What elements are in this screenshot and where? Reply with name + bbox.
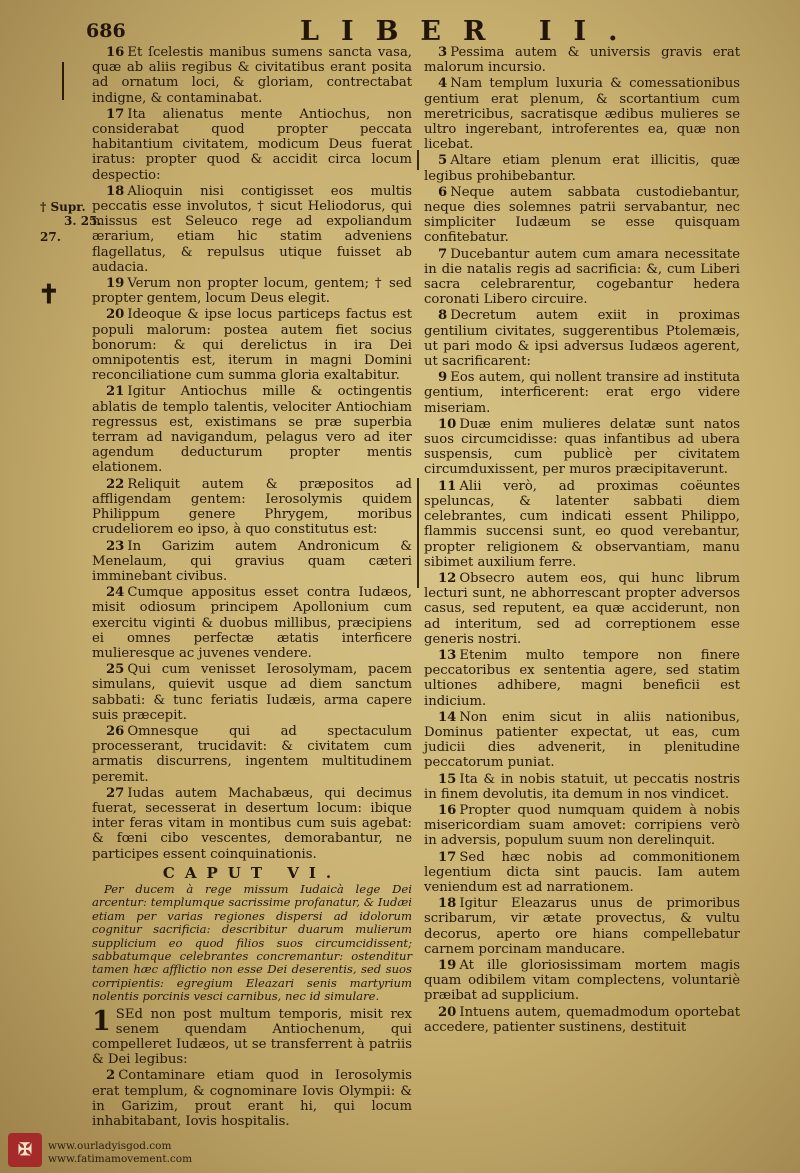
drop-cap-verse-number: 1 [92, 1005, 111, 1037]
verse-paragraph: 16 Et ſcelestis manibus sumens sancta vasa, quæ ab aliis regibus & civitatibus erant posita ad ornatum loci, & gloriam, contrectabat indigne, & contaminabat. [92, 45, 412, 106]
verse-paragraph: 1 SEd non post multum temporis, misit rex senem quendam Antiochenum, qui compelleret Iudæos, ut se transferrent à patriis & Dei legibus: [92, 1005, 412, 1068]
verse-paragraph: 14 Non enim sicut in aliis nationibus, Dominus patienter expectat, ut eas, cum judicii dies advenerit, in plenitudine peccatorum puniat. [424, 709, 740, 771]
verse-paragraph: 4 Nam templum luxuria & comessationibus gentium erat plenum, & scortantium cum meretricibus, sacratisque ædibus mulieres se ultro ingerebant, introferentes ea, quæ non licebat. [424, 76, 740, 153]
verse-paragraph: 3 Pessima autem & universis gravis erat malorum incursio. [424, 45, 740, 76]
verse-paragraph: 12 Obsecro autem eos, qui hunc librum lecturi sunt, ne abhorrescant propter adversos casus, sed reputent, ea quæ acciderunt, non ad interitum, sed ad correptionem esse generis nostri. [424, 570, 740, 647]
verse-paragraph: 22 Reliquit autem & præpositos ad affligendam gentem: Ierosolymis quidem Philippum genere Phrygem, moribus crudeliorem eo ipso, à quo constitutus est: [92, 476, 412, 538]
verse-paragraph [424, 1052, 740, 1067]
footer-link-fatimamovement[interactable]: www.fatimamovement.com [48, 1153, 193, 1165]
verse-paragraph: 25 Qui cum venisset Ierosolymam, pacem simulans, quievit usque ad diem sanctum sabbati: & tunc feriatis Iudæis, arma capere suis præcepit. [92, 662, 412, 723]
verse-paragraph: 15 Ita & in nobis statuit, ut peccatis nostris in finem devolutis, ita demum in nos vindicet. [424, 771, 740, 802]
verse-paragraph: 21 Igitur Antiochus mille & octingentis ablatis de templo talentis, velociter Antiochiam regressus est, existimans se præ superbia terram ad navigandum, pelagus vero ad iter agendum deducturum propter mentis elationem. [92, 384, 412, 476]
verse-paragraph [424, 1036, 740, 1051]
verse-paragraph: 2 Contaminare etiam quod in Ierosolymis erat templum, & cognominare Iovis Olympii: & in Garizim, prout erant hi, qui locum inhabitabant, Iovis hospitalis. [92, 1068, 412, 1130]
verse-paragraph: 19 Verum non propter locum, gentem; † sed propter gentem, locum Deus elegit. [92, 276, 412, 307]
verse-paragraph: 18 Alioquin nisi contigisset eos multis peccatis esse involutos, † sicut Heliodorus, qui missus est Seleuco rege ad expoliandum ærarium, etiam hic statim adveniens flagellatus, & repulsus utique fuisset ab audacia. [92, 183, 412, 275]
verse-paragraph: 9 Eos autem, qui nollent transire ad instituta gentium, interficerent: erat ergo videre miseriam. [424, 370, 740, 416]
verse-paragraph: 26 Omnesque qui ad spectaculum processerant, trucidavit: & civitatem cum armatis discurrens, ingentem multitudinem peremit. [92, 723, 412, 785]
verse-paragraph: 20 Intuens autem, quemadmodum oportebat accedere, patienter sustinens, destituit [424, 1004, 740, 1035]
verse-paragraph: 17 Sed hæc nobis ad commonitionem legentium dicta sint paucis. Iam autem veniendum est ad narrationem. [424, 849, 740, 895]
left-column [92, 45, 412, 1130]
verse-paragraph: 23 In Garizim autem Andronicum & Menelaum, qui gravius quam cæteri imminebant civibus. [92, 538, 412, 584]
verse-paragraph: 17 Ita alienatus mente Antiochus, non considerabat quod propter peccata habitantium civitatem, modicum Deus fuerat iratus: propter quod & accidit circa locum despectio: [92, 106, 412, 183]
margin-note: 27. [40, 230, 61, 244]
footer-link-ourladyisgod[interactable]: www.ourladyisgod.com [48, 1140, 172, 1152]
footer-urls [48, 1140, 192, 1166]
verse-paragraph: 24 Cumque appositus esset contra Iudæos, misit odiosum principem Apollonium cum exercitu viginti & duobus millibus, præcipiens ei omnes perfectæ ætatis interficere mulieresque ac juvenes vendere. [92, 585, 412, 661]
verse-paragraph: 7 Ducebantur autem cum amara necessitate in die natalis regis ad sacrificia: &, cum Liberi sacra celebrarentur, cogebantur hedera coronati Libero circuire. [424, 246, 740, 308]
verse-paragraph: 11 Alii verò, ad proximas coëuntes speluncas, & latenter sabbati diem celebrantes, cum indicati essent Philippo, flammis succensi sunt, eo quod verebantur, propter religionem & observantiam, manu sibimet auxilium ferre. [424, 478, 740, 570]
verse-paragraph: 27 Iudas autem Machabæus, qui decimus fuerat, secesserat in desertum locum: ibique inter feras vitam in montibus cum suis agebat: & fœni cibo vescentes, demorabantur, ne participes essent coinquinationis. [92, 785, 412, 862]
margin-note: † Supr. [40, 200, 86, 214]
column-divider [417, 478, 419, 588]
verse-paragraph: 10 Duæ enim mulieres delatæ sunt natos suos circumcidisse: quas infantibus ad ubera suspensis, cum publicè per civitatem circumduxissent, per muros præcipitaverunt. [424, 416, 740, 478]
chapter-summary: Per ducem à rege missum Iudaicà lege Dei arcentur: templumque sacrissime profanatur, & Iudæi etiam per varias regiones dispersi ad idolorum cognitur sacrificia: describitur duarum mulierum supplicium eo quod filios suos circumcidissent; sabbatumque celebrantes concremantur: ostenditur tamen hæc afflictio non esse Dei deserentis, sed suos corripientis: egregium Eleazari senis martyrium nolentis porcinis vesci carnibus, nec id simulare. [92, 881, 412, 1004]
running-head: LIBER II. [300, 16, 640, 47]
verse-paragraph: 6 Neque autem sabbata custodiebantur, neque dies solemnes patrii servabantur, nec simpliciter Iudæum se esse quisquam confitebatur. [424, 184, 740, 246]
page-number: 686 [86, 20, 126, 42]
verse-paragraph: 16 Propter quod numquam quidem à nobis misericordiam suam amovet: corripiens verò in adversis, populum suum non derelinquit. [424, 802, 740, 849]
verse-paragraph: 8 Decretum autem exiit in proximas gentilium civitates, suggerentibus Ptolemæis, ut pari modo & ipsi adversus Iudæos agerent, ut sacrificarent: [424, 308, 740, 370]
verse-paragraph: 13 Etenim multo tempore non finere peccatoribus ex sententia agere, sed statim ultiones adhibere, magni beneficii est indicium. [424, 647, 740, 709]
right-column [424, 45, 740, 1068]
margin-note: 3. 25. [64, 214, 102, 228]
cross-icon: ✠ [17, 1140, 33, 1160]
verse-paragraph: 18 Igitur Eleazarus unus de primoribus scribarum, vir ætate provectus, & vultu decorus, aperto ore hians compellebatur carnem porcinam manducare. [424, 896, 740, 957]
cross-mark-icon: ✝ [38, 280, 60, 310]
verse-paragraph: 19 At ille gloriosissimam mortem magis quam odibilem vitam complectens, voluntariè præibat ad supplicium. [424, 957, 740, 1004]
site-logo [8, 1133, 42, 1167]
verse-paragraph: 20 Ideoque & ipse locus particeps factus est populi malorum: postea autem fiet socius bonorum: & qui derelictus in ira Dei omnipotentis est, iterum in magni Domini reconciliatione cum summa gloria exaltabitur. [92, 307, 412, 384]
chapter-title: CAPUT VI. [162, 863, 342, 882]
column-divider [417, 150, 419, 170]
verse-paragraph: 5 Altare etiam plenum erat illicitis, quæ legibus prohibebantur. [424, 153, 740, 184]
margin-rule [62, 62, 64, 100]
